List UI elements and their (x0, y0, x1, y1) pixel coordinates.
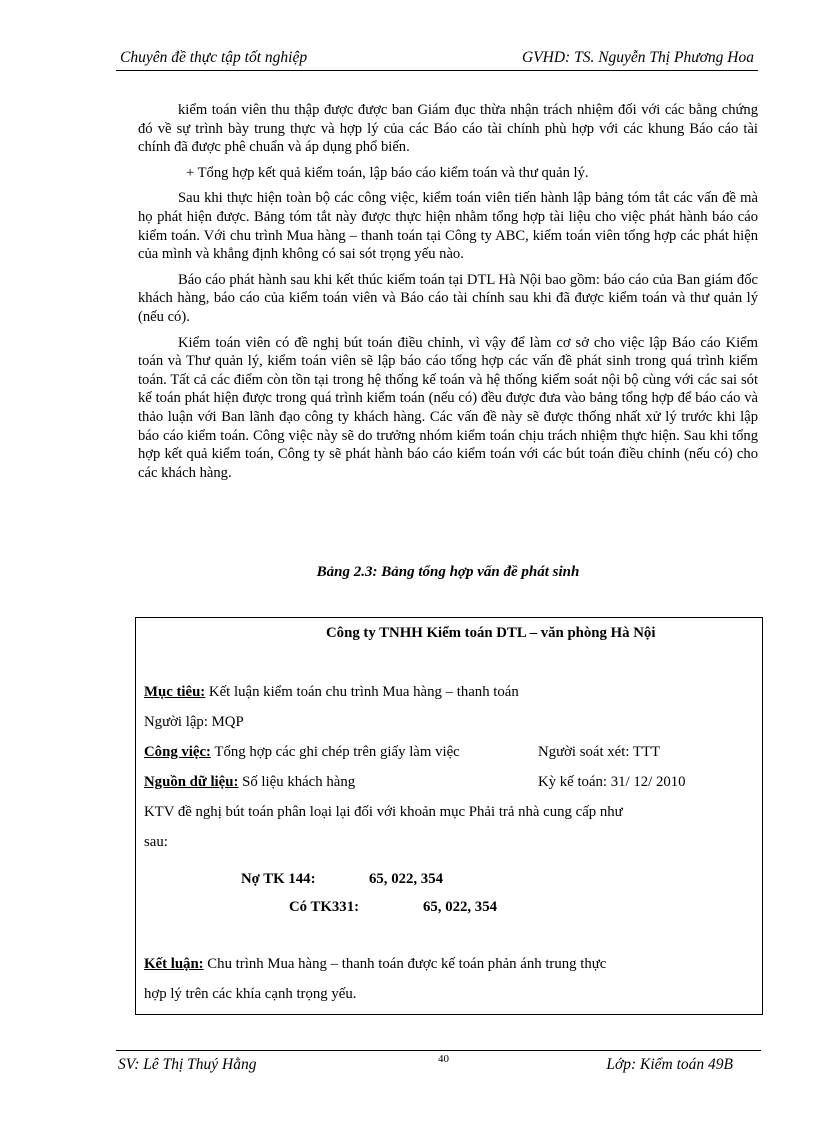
objective-value: Kết luận kiểm toán chu trình Mua hàng – thanh toán (205, 684, 519, 700)
source-value: Số liệu khách hàng (238, 774, 356, 790)
source-line (144, 774, 355, 791)
paragraph-2: + Tổng hợp kết quả kiểm toán, lập báo cáo kiểm toán và thư quản lý. (186, 164, 589, 181)
conclusion-line (144, 956, 606, 973)
task-value: Tổng hợp các ghi chép trên giấy làm việc (210, 744, 460, 760)
page-header (116, 48, 758, 71)
conclusion-label: Kết luận: (144, 956, 204, 972)
accounting-period: Kỳ kế toán: 31/ 12/ 2010 (538, 774, 686, 790)
footer-student: SV: Lê Thị Thuý Hằng (118, 1056, 257, 1073)
ktv-proposal-line-2: sau: (144, 834, 168, 850)
body-text (138, 101, 758, 489)
objective-label: Mục tiêu: (144, 684, 206, 700)
paragraph-1: kiểm toán viên thu thập được được ban Giám đục thừa nhận trách nhiệm đối với các bằng chứng đó về sự trình bày trung thực và hợp lý của các Báo cáo tài chính phù hợp với các khung Báo cáo tài chính đã được phê chuẩn và áp dụng phổ biến. (138, 102, 758, 156)
header-supervisor: GVHD: TS. Nguyễn Thị Phương Hoa (522, 49, 754, 66)
company-name: Công ty TNHH Kiểm toán DTL – văn phòng Hà Nội (326, 625, 656, 641)
credit-label: Có TK331: (289, 899, 360, 915)
credit-value: 65, 022, 354 (423, 899, 497, 915)
paragraph-3: Sau khi thực hiện toàn bộ các công việc, kiểm toán viên tiến hành lập bảng tóm tắt các vấn đề mà họ phát hiện được. Bảng tóm tắt này được thực hiện nhằm tổng hợp tài liệu cho việc phát hành báo cáo kiểm toán. Với chu trình Mua hàng – thanh toán tại Công ty ABC, kiểm toán viên tổng hợp các phát hiện của mình và khẳng định không có sai sót trọng yếu nào. (138, 190, 758, 263)
page-number: 40 (438, 1053, 449, 1065)
header-title: Chuyên đề thực tập tốt nghiệp (120, 49, 308, 66)
ktv-proposal-line-1: KTV đề nghị bút toán phân loại lại đối với khoản mục Phải trả nhà cung cấp như (144, 804, 623, 820)
source-label: Nguồn dữ liệu: (144, 774, 239, 790)
reviewer-line: Người soát xét: TTT (538, 744, 661, 760)
task-label: Công việc: (144, 744, 211, 760)
task-line (144, 744, 460, 761)
paragraph-5: Kiểm toán viên có đề nghị bút toán điều chỉnh, vì vậy để làm cơ sở cho việc lập Báo cáo Kiểm toán và Thư quản lý, kiểm toán viên sẽ lập báo cáo tổng hợp các vấn đề phát sinh trong quá trình kiểm toán. Tất cả các điểm còn tồn tại trong hệ thống kế toán và hệ thống kiểm soát nội bộ cùng với các sai sót kế toán phát hiện được trong quá trình kiểm toán (nếu có) đều được đưa vào bảng tổng hợp để báo cáo và thảo luận với Ban lãnh đạo công ty khách hàng. Các vấn đề này sẽ được thống nhất xử lý trước khi lập báo cáo kiểm toán. Công việc này sẽ do trưởng nhóm kiểm toán chịu trách nhiệm thực hiện. Sau khi tổng hợp kết quả kiểm toán, Công ty sẽ phát hành báo cáo kiểm toán với các bút toán điều chỉnh (nếu có) cho các khách hàng. (138, 334, 758, 481)
debit-value: 65, 022, 354 (369, 871, 443, 887)
conclusion-line-2: hợp lý trên các khía cạnh trọng yếu. (144, 986, 357, 1002)
table-caption: Bảng 2.3: Bảng tổng hợp vấn đề phát sinh (316, 564, 580, 580)
objective-line (144, 684, 519, 701)
summary-box (135, 617, 763, 1015)
conclusion-value: Chu trình Mua hàng – thanh toán được kế toán phản ánh trung thực (203, 956, 607, 972)
paragraph-4: Báo cáo phát hành sau khi kết thúc kiểm toán tại DTL Hà Nội bao gồm: báo cáo của Ban giám đốc khách hàng, báo cáo của kiểm toán viên và Báo cáo tài chính sau khi đã được kiểm toán và thư quản lý (nếu có). (138, 271, 758, 325)
debit-label: Nợ TK 144: (241, 871, 316, 887)
page-footer (116, 1050, 761, 1079)
footer-class: Lớp: Kiểm toán 49B (606, 1056, 733, 1073)
preparer-line: Người lập: MQP (144, 714, 244, 730)
